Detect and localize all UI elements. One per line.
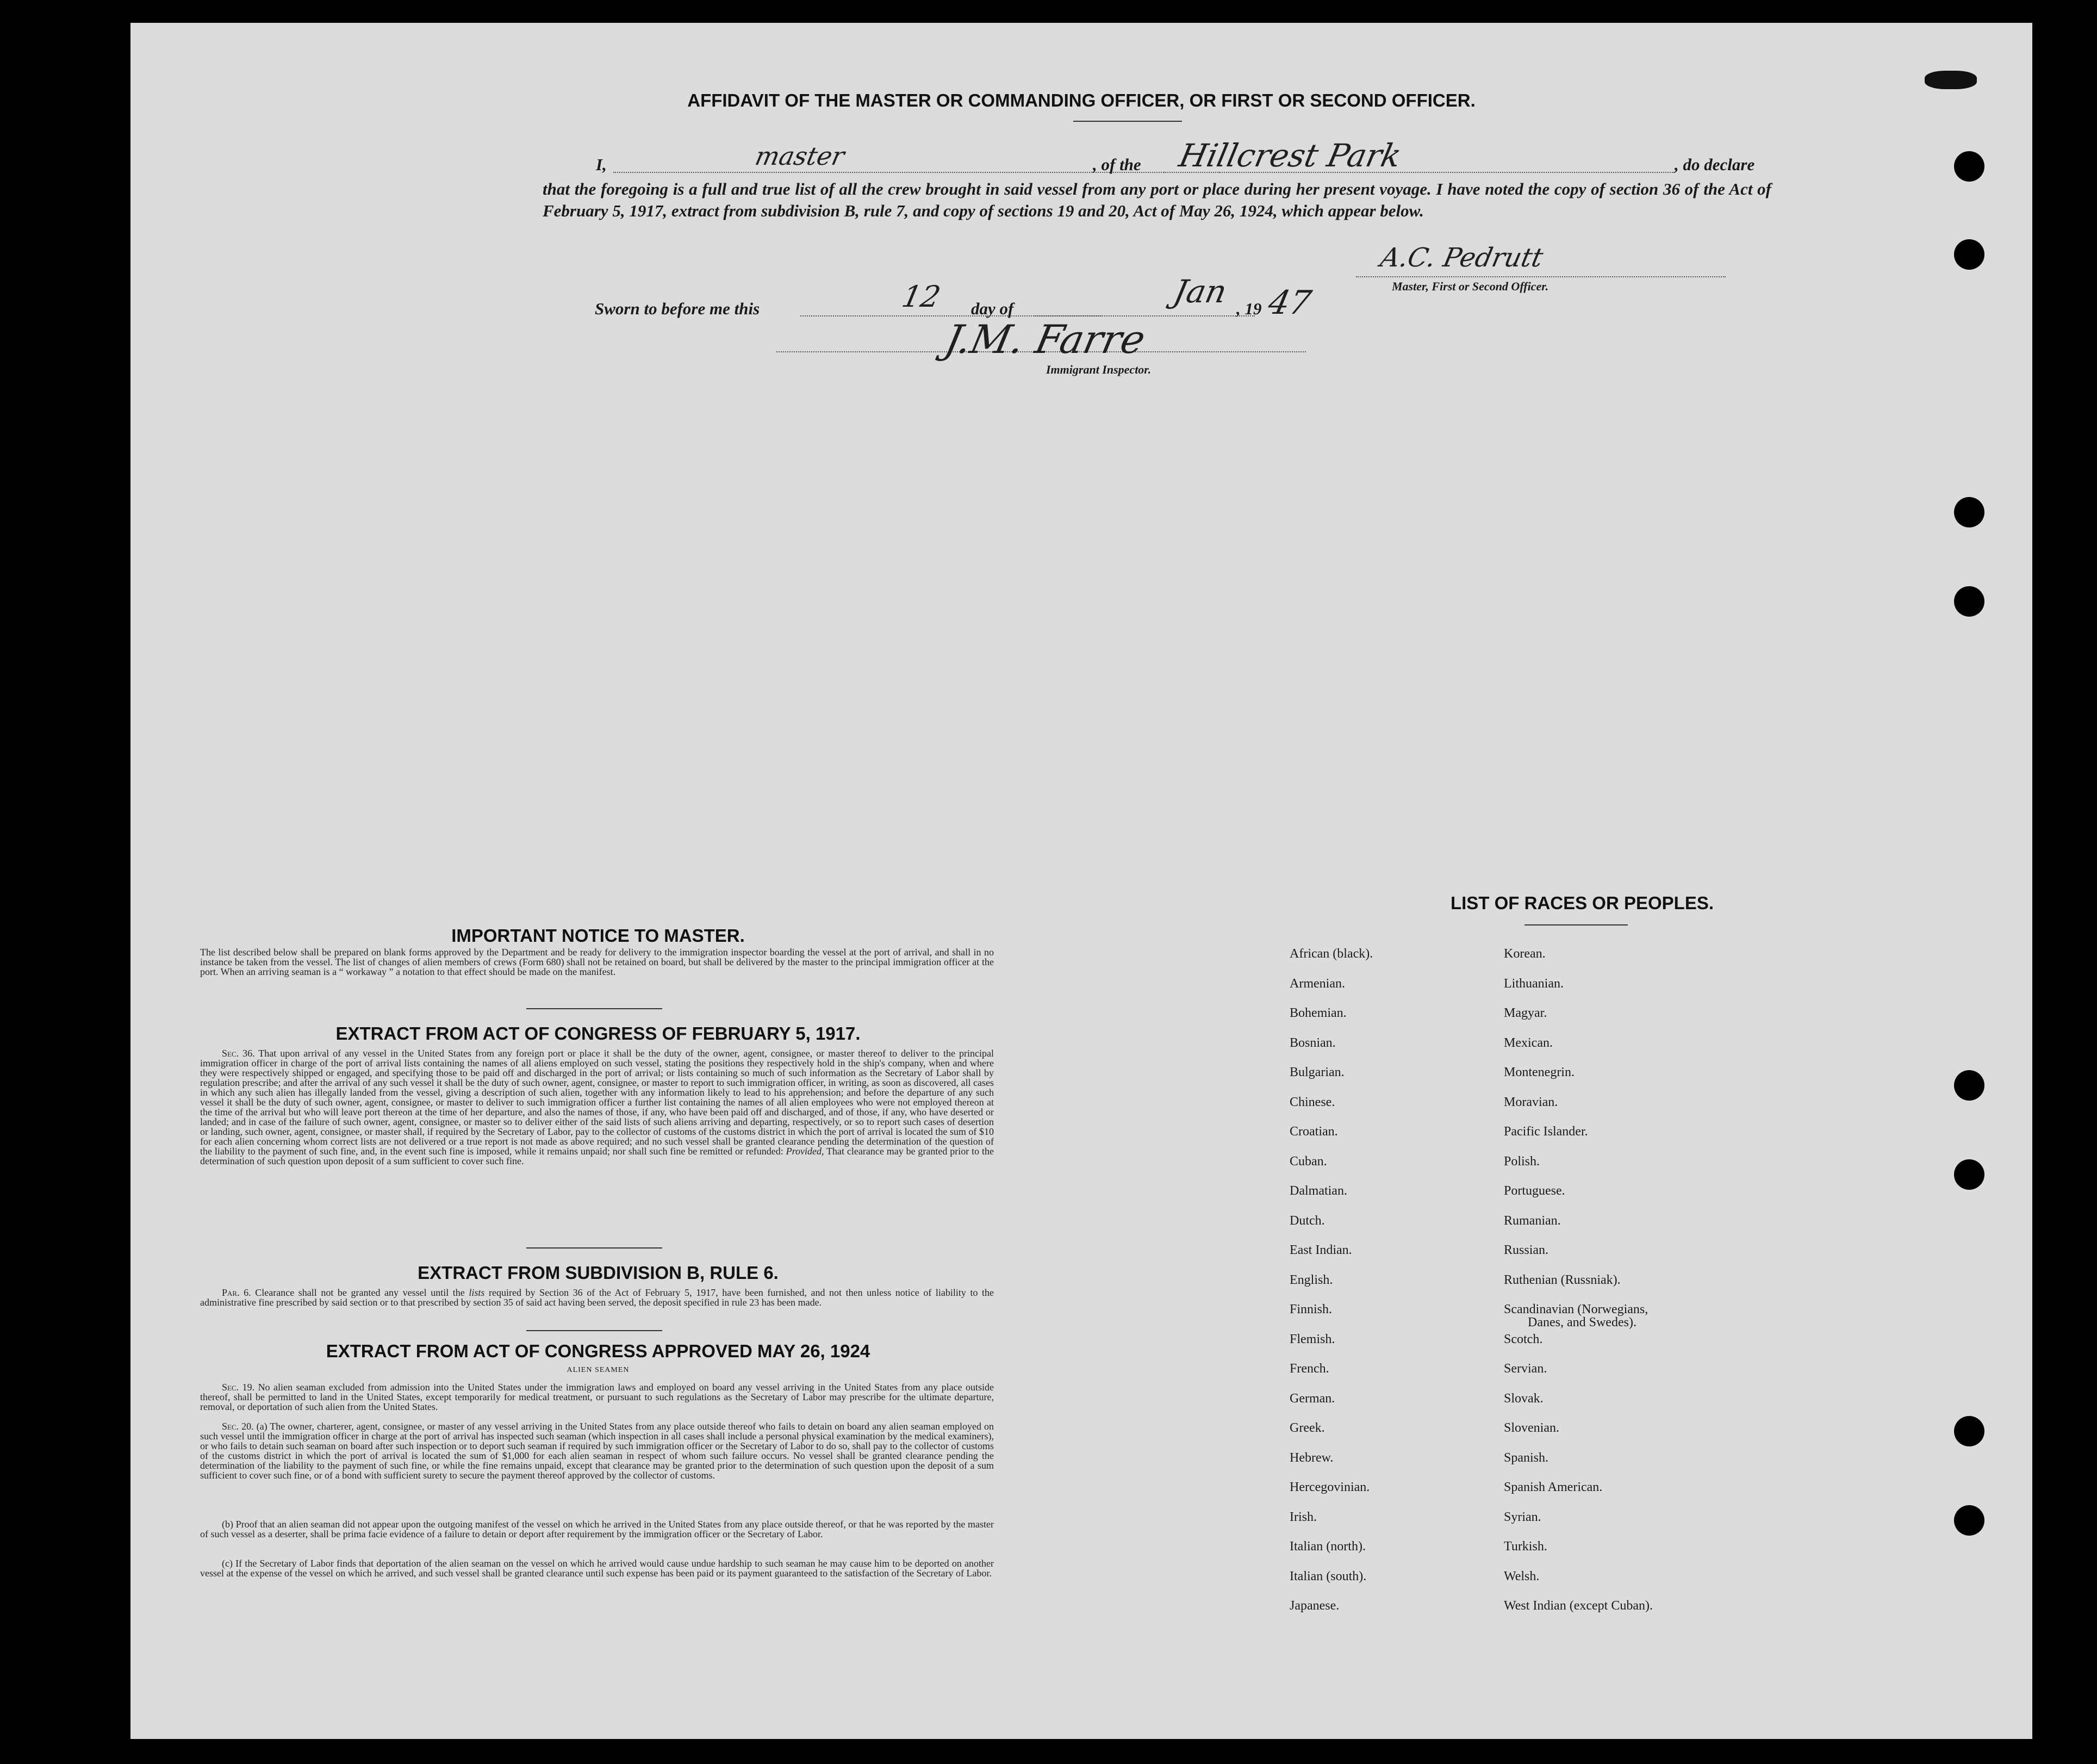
race-item: Finnish.: [1290, 1302, 1333, 1316]
race-item-continuation: Danes, and Swedes).: [1528, 1315, 1636, 1330]
race-item: Syrian.: [1504, 1510, 1541, 1524]
alien-seamen-subheading: ALIEN SEAMEN: [567, 1366, 630, 1374]
of-the-label: , of the: [1093, 155, 1141, 174]
races-heading: LIST OF RACES OR PEOPLES.: [1450, 893, 1714, 913]
sec-20a-paragraph: [200, 1421, 994, 1480]
race-item: Lithuanian.: [1504, 976, 1564, 991]
affidavit-heading: AFFIDAVIT OF THE MASTER OR COMMANDING OFFICER, OR FIRST OR SECOND OFFICER.: [687, 90, 1476, 110]
race-item: Mexican.: [1504, 1035, 1553, 1050]
vessel-name-handwritten: Hillcrest Park: [1175, 137, 1405, 174]
race-item: English.: [1290, 1272, 1333, 1287]
race-item: Rumanian.: [1504, 1213, 1561, 1228]
binder-hole: [1954, 586, 1984, 617]
heading-rule: [1073, 121, 1182, 122]
sec-20a-text: (a) The owner, charterer, agent, consignee, or master of any vessel arriving in the United States from any place outside thereof who fails to detain on board any alien seaman employed on such vessel until the immigration officer in charge at the port of arrival has inspected such seaman (which inspection in all cases shall include a personal physical examination by the medical examiners), or who fails to detain such seaman on board after such inspection or to deport such seaman if required by such immigration officer or the Secretary of Labor to do so, shall pay to the collector of customs of the customs district in which the port of arrival is located the sum of $1,000 for each alien seaman in respect of whom such failure occurs. No vessel shall be granted clearance pending the determination of the liability to the payment of such fine, or while the fine remains unpaid, except that clearance may be granted prior to the determination of such question upon the deposit of a sum sufficient to cover such fine, or of a bond with sufficient surety to secure the payment thereof approved by the collector of customs.: [200, 1421, 994, 1481]
notice-body: The list described below shall be prepared on blank forms approved by the Department and be ready for delivery to the immigration inspector boarding the vessel at the port of arrival, and shall in no instance be taken from the vessel. The list of changes of alien members of crews (Form 680) shall not be retained on board, but shall be delivered by the master to the principal immigration officer at the port. When an arriving seaman is a “ workaway ” a notation to that effect should be made on the manifest.: [200, 947, 994, 977]
extract-1924-heading: EXTRACT FROM ACT OF CONGRESS APPROVED MAY 26, 1924: [326, 1341, 870, 1361]
race-item-text: Scandinavian (Norwegians,: [1504, 1302, 1648, 1316]
rule6-text-b: required by Section 36 of the Act of February 5, 1917, have been furnished, and not then unless notice of liability to the administrative fine prescribed by said section or to that prescribed by section 35 of said act having been served, the deposit specified in rule 23 has been made.: [200, 1287, 994, 1308]
binder-hole: [1954, 1070, 1984, 1101]
race-item: Dalmatian.: [1290, 1184, 1347, 1198]
sec-20b-text: (b) Proof that an alien seaman did not appear upon the outgoing manifest of the vessel on which he arrived in the United States from any place outside thereof, or that he was reported by the master of such vessel as a deserter, shall be prima facie evidence of a failure to detain or deport after requirement by the immigration officer or the Secretary of Labor.: [200, 1519, 994, 1539]
race-item: Irish.: [1290, 1510, 1317, 1524]
inspector-caption: Immigrant Inspector.: [1046, 363, 1152, 376]
officer-signature-line: [1356, 276, 1726, 277]
section-rule: [526, 1330, 662, 1331]
race-item: Bohemian.: [1290, 1006, 1347, 1020]
race-item: Welsh.: [1504, 1569, 1540, 1583]
race-item: Russian.: [1504, 1243, 1549, 1257]
race-item: Spanish.: [1504, 1450, 1549, 1465]
race-item: East Indian.: [1290, 1243, 1352, 1257]
sec-36-label: Sec. 36.: [222, 1048, 255, 1059]
race-item: Cuban.: [1290, 1154, 1327, 1169]
race-item: Flemish.: [1290, 1332, 1335, 1346]
race-item: Pacific Islander.: [1504, 1125, 1588, 1139]
race-item: Korean.: [1504, 947, 1546, 961]
i-label: I,: [596, 155, 607, 174]
race-item: Servian.: [1504, 1362, 1547, 1376]
race-item: Bulgarian.: [1290, 1065, 1345, 1079]
race-item: Magyar.: [1504, 1006, 1547, 1020]
binder-hole: [1954, 1416, 1984, 1446]
officer-signature: A.C. Pedrutt: [1378, 243, 1546, 273]
race-item: Armenian.: [1290, 976, 1345, 991]
race-item: [1504, 1303, 1653, 1333]
race-item: Spanish American.: [1504, 1480, 1603, 1494]
section-rule: [526, 1008, 662, 1009]
race-item: French.: [1290, 1362, 1329, 1376]
notice-heading: IMPORTANT NOTICE TO MASTER.: [451, 926, 745, 946]
binder-hole: [1954, 497, 1984, 527]
day-handwritten: 12: [899, 279, 944, 314]
extract-rule6-heading: EXTRACT FROM SUBDIVISION B, RULE 6.: [418, 1263, 779, 1283]
race-item: Croatian.: [1290, 1125, 1338, 1139]
affidavit-body: that the foregoing is a full and true list of all the crew brought in said vessel from any port or place during her present voyage. I have noted the copy of section 36 of the Act of February 5, 1917, extract from subdivision B, rule 7, and copy of sections 19 and 20, Act of May 26, 1924, which appear below.: [543, 179, 1771, 220]
race-item: Scotch.: [1504, 1332, 1543, 1346]
sec-19-text: No alien seaman excluded from admission into the United States under the immigration laws and employed on board any vessel arriving in the United States from any place outside thereof, shall be permitted to land in the United States, except temporarily for medical treatment, or pursuant to such regulations as the Secretary of Labor may prescribe for the ultimate departure, removal, or deportation of such alien from the United States.: [200, 1382, 994, 1412]
document-page: [130, 23, 2032, 1739]
race-item: Italian (north).: [1290, 1539, 1366, 1554]
day-of-label: day of: [971, 299, 1014, 318]
year-label: , 19: [1236, 299, 1262, 318]
proviso-text: That clearance may be granted prior to the determination of such question upon deposit of a sum sufficient to cover such fine.: [200, 1146, 994, 1166]
sec-20-label: Sec. 20.: [222, 1421, 254, 1432]
race-item: Ruthenian (Russniak).: [1504, 1272, 1621, 1287]
binder-hole: [1954, 151, 1984, 182]
races-right-column: [1504, 947, 1653, 1629]
race-item: Italian (south).: [1290, 1569, 1367, 1583]
section-rule: [526, 1247, 662, 1249]
race-item: Bosnian.: [1290, 1035, 1336, 1050]
binder-hole: [1954, 1505, 1984, 1536]
do-declare-label: , do declare: [1675, 155, 1755, 174]
race-item: Greek.: [1290, 1421, 1325, 1435]
extract-1917-body: [200, 1048, 994, 1166]
sec-19-label: Sec. 19.: [222, 1382, 255, 1393]
races-heading-rule: [1524, 924, 1628, 926]
race-item: Slovak.: [1504, 1391, 1544, 1406]
rule6-text-a: Clearance shall not be granted any vessel until the: [255, 1287, 465, 1298]
race-item: Turkish.: [1504, 1539, 1547, 1554]
extract-rule6-body: [200, 1288, 994, 1307]
inspector-signature: J.M. Farre: [941, 316, 1150, 362]
race-item: Montenegrin.: [1504, 1065, 1575, 1079]
race-item: Hebrew.: [1290, 1450, 1334, 1465]
sec-20c-paragraph: [200, 1558, 994, 1578]
race-item: Japanese.: [1290, 1599, 1340, 1613]
officer-caption: Master, First or Second Officer.: [1392, 279, 1549, 293]
officer-rank-handwritten: master: [752, 141, 848, 171]
sec-19-paragraph: [200, 1382, 994, 1412]
race-item: Chinese.: [1290, 1095, 1335, 1109]
lists-word: lists: [469, 1287, 485, 1298]
race-item: Portuguese.: [1504, 1184, 1565, 1198]
sec-20c-text: (c) If the Secretary of Labor finds that deportation of the alien seaman on the vessel on which he arrived would cause undue hardship to such seaman he may cause him to be deported on another vessel at the expense of the vessel on which he arrived, and such vessel shall be granted clearance until such expense has been paid or its payment guaranteed to the satisfaction of the Secretary of Labor.: [200, 1558, 994, 1579]
race-item: West Indian (except Cuban).: [1504, 1599, 1653, 1613]
sec-36-text: That upon arrival of any vessel in the United States from any foreign port or place it shall be the duty of the owner, agent, consignee, or master thereof to deliver to the principal immigration officer in charge of the port of arrival lists containing the names of all aliens employed on such vessel, stating the positions they respectively hold in the ship's company, when and where they were respectively shipped or engaged, and specifying those to be paid off and discharged in the port of arrival; or lists containing so much of such information as the Secretary of Labor shall by regulation prescribe; and after the arrival of any such vessel it shall be the duty of such owner, agent, consignee, or master to report to such immigration officer, in writing, as soon as discovered, all cases in which any such alien has illegally landed from the vessel, giving a description of such alien, together with any information likely to lead to his apprehension; and before the departure of any such vessel it shall be the duty of such owner, agent, consignee, or master to deliver to such immigration officer a further list containing the names of all alien employees who were not employed thereon at the time of the arrival but who will leave port thereon at the time of her departure, and also the names of those, if any, who have been paid off and discharged, and of those, if any, who have deserted or landed; and in case of the failure of such owner, agent, consignee, or master so to deliver either of the said lists of such aliens arriving and departing, respectively, or so to report such cases of desertion or landing, such owner, agent, consignee, or master shall, if required by the Secretary of Labor, pay to the collector of customs of the customs district in which the port of arrival is located the sum of $10 for each alien concerning whom correct lists are not delivered or a true report is not made as above required; and no such vessel shall be granted clearance pending the determination of the question of the liability to the payment of such fine, and, in the event such fine is imposed, while it remains unpaid; nor shall such fine be remitted or refunded:: [200, 1048, 994, 1157]
month-handwritten: Jan: [1170, 273, 1230, 310]
sworn-label: Sworn to before me this: [595, 299, 760, 318]
race-item: Slovenian.: [1504, 1421, 1559, 1435]
proviso-word: Provided,: [786, 1146, 824, 1157]
extract-1917-heading: EXTRACT FROM ACT OF CONGRESS OF FEBRUARY 5, 1917.: [335, 1023, 861, 1044]
race-item: Polish.: [1504, 1154, 1540, 1169]
year-handwritten: 47: [1265, 284, 1315, 322]
race-item: Moravian.: [1504, 1095, 1558, 1109]
race-item: German.: [1290, 1391, 1335, 1406]
binder-hole: [1954, 239, 1984, 270]
race-item: African (black).: [1290, 947, 1373, 961]
race-item: Dutch.: [1290, 1213, 1325, 1228]
par-6-label: Par. 6.: [222, 1287, 251, 1298]
binder-hole: [1954, 1159, 1984, 1190]
race-item: Hercegovinian.: [1290, 1480, 1370, 1494]
ink-smudge: [1925, 71, 1977, 89]
races-left-column: [1290, 947, 1373, 1629]
sec-20b-paragraph: [200, 1519, 994, 1539]
